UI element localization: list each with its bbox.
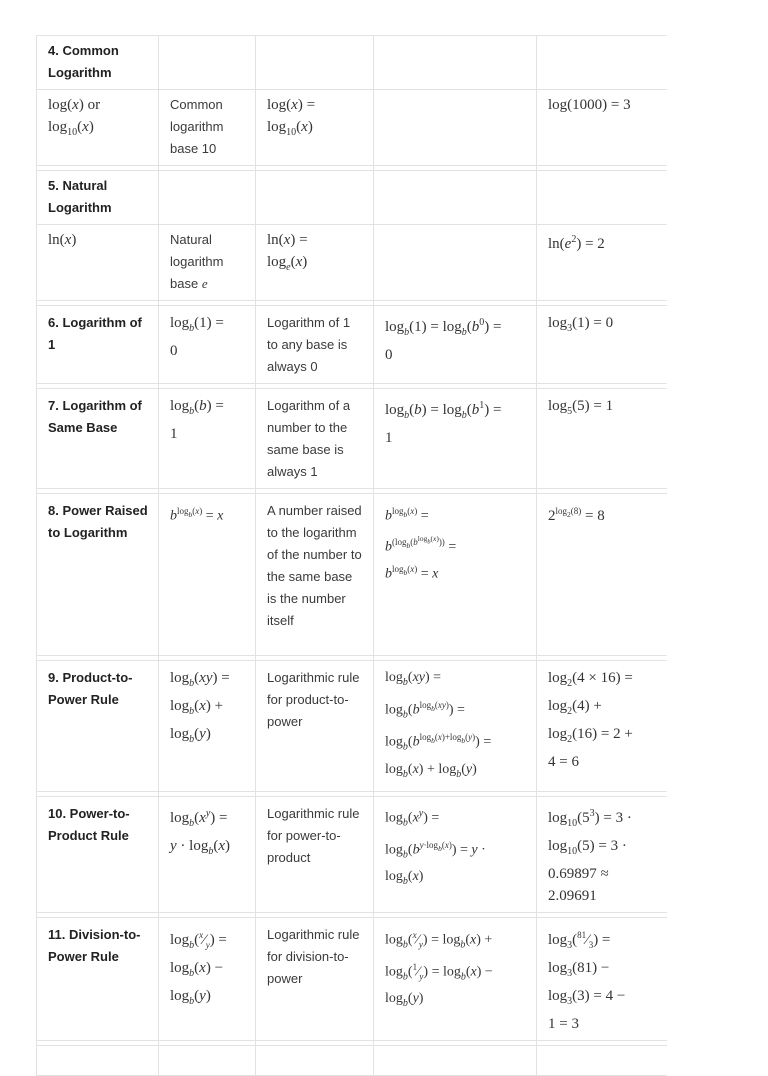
example-cell: $2^{log_2(8)} = 8$: [537, 494, 667, 656]
table-row: [37, 917, 667, 1040]
example-cell: $\log_3(1) = 0$: [537, 306, 667, 384]
proof-cell: $\log_b(xy)$ = $\log_b(b^{log_b(xy)})$ = $\log_b(b^{log_b(x)+log_b(y)})$ = $\log_b(x) + \log_b(y)$: [374, 661, 537, 792]
proof-cell: $\log_b(b) = \log_b(b^1)$ = 1: [374, 389, 537, 489]
example-cell: log(1000) = 3: [537, 90, 667, 166]
rule-title-cell: 10. Power-to-Product Rule: [37, 796, 159, 912]
example-cell: $\log_{10}(5^3) = 3$ · $\log_{10}(5) = 3$ · 0.69897 ≈ 2.09691: [537, 796, 667, 912]
table-row-cut-off: [37, 1045, 667, 1075]
description-cell: Logarithmic rule for division-to-power: [256, 917, 374, 1040]
example-cell: $\log_5(5) = 1$: [537, 389, 667, 489]
description-cell: Logarithm of 1 to any base is always 0: [256, 306, 374, 384]
table-row: [37, 389, 667, 489]
example-cell: $\log_2(4 \times 16)$ = $\log_2(4)$ + $\log_2(16) = 2$ + 4 = 6: [537, 661, 667, 792]
description-cell: A number raised to the logarithm of the number to the same base is the number itself: [256, 494, 374, 656]
logarithm-rules-table-container: [36, 35, 666, 1076]
table-row: [37, 796, 667, 912]
formula-cell: ln(x) = $\log_e(x)$: [256, 225, 374, 301]
formula-cell: $\log_b(x^y)$ = $y \cdot \log_b(x)$: [159, 796, 256, 912]
table-row: [37, 225, 667, 301]
formula-cell: $\log_b(xy)$ = $\log_b(x)$ + $\log_b(y)$: [159, 661, 256, 792]
formula-cell: log(x) = $\log_{10}(x)$: [256, 90, 374, 166]
section-title: 5. Natural Logarithm: [37, 171, 159, 225]
description-cell: Logarithm of a number to the same base is always 1: [256, 389, 374, 489]
description-cell: Logarithmic rule for power-to-product: [256, 796, 374, 912]
proof-cell: $\log_b(1) = \log_b(b^0)$ = 0: [374, 306, 537, 384]
rule-title-cell: 9. Product-to-Power Rule: [37, 661, 159, 792]
proof-cell: [374, 225, 537, 301]
section-row: [37, 36, 667, 90]
formula-cell: $\log_b(b)$ = 1: [159, 389, 256, 489]
example-cell: $\log_3(^{81}⁄_3)$ = $\log_3(81)$ − $\log_3(3) = 4$ − 1 = 3: [537, 917, 667, 1040]
table-row: [37, 90, 667, 166]
proof-cell: $\log_b(x^y)$ = $\log_b(b^{y\cdot log_b(x)}) = y$ · $\log_b(x)$: [374, 796, 537, 912]
proof-cell: [374, 90, 537, 166]
formula-cell: $b^{log_b(x)} = x$: [159, 494, 256, 656]
example-cell: $\ln(e^2) = 2$: [537, 225, 667, 301]
table-row: [37, 494, 667, 656]
description-cell: Common logarithm base 10: [159, 90, 256, 166]
notation-cell: ln(x): [37, 225, 159, 301]
formula-cell: $\log_b(1)$ = 0: [159, 306, 256, 384]
proof-cell: $b^{log_b(x)}$ = $b^{(log_b(b^{log_b(x)}))}$ = $b^{log_b(x)} = x$: [374, 494, 537, 656]
table-row: [37, 661, 667, 792]
section-row: [37, 171, 667, 225]
rule-title-cell: 7. Logarithm of Same Base: [37, 389, 159, 489]
notation-cell: [37, 90, 159, 166]
section-title: 4. Common Logarithm: [37, 36, 159, 90]
rule-title-cell: 11. Division-to-Power Rule: [37, 917, 159, 1040]
description-cell: Natural logarithm base e: [159, 225, 256, 301]
description-cell: Logarithmic rule for product-to-power: [256, 661, 374, 792]
proof-cell: $\log_b(^x⁄_y) = \log_b(x)$ + $\log_b(^1⁄_y) = \log_b(x)$ − $\log_b(y)$: [374, 917, 537, 1040]
logarithm-rules-table: [36, 35, 667, 1076]
formula-cell: $\log_b(^x⁄_y)$ = $\log_b(x)$ − $\log_b(y)$: [159, 917, 256, 1040]
math-text: log(x) or $\log_{10}(x)$: [48, 97, 101, 138]
rule-title-cell: 6. Logarithm of 1: [37, 306, 159, 384]
table-row: [37, 306, 667, 384]
rule-title-cell: 8. Power Raised to Logarithm: [37, 494, 159, 656]
